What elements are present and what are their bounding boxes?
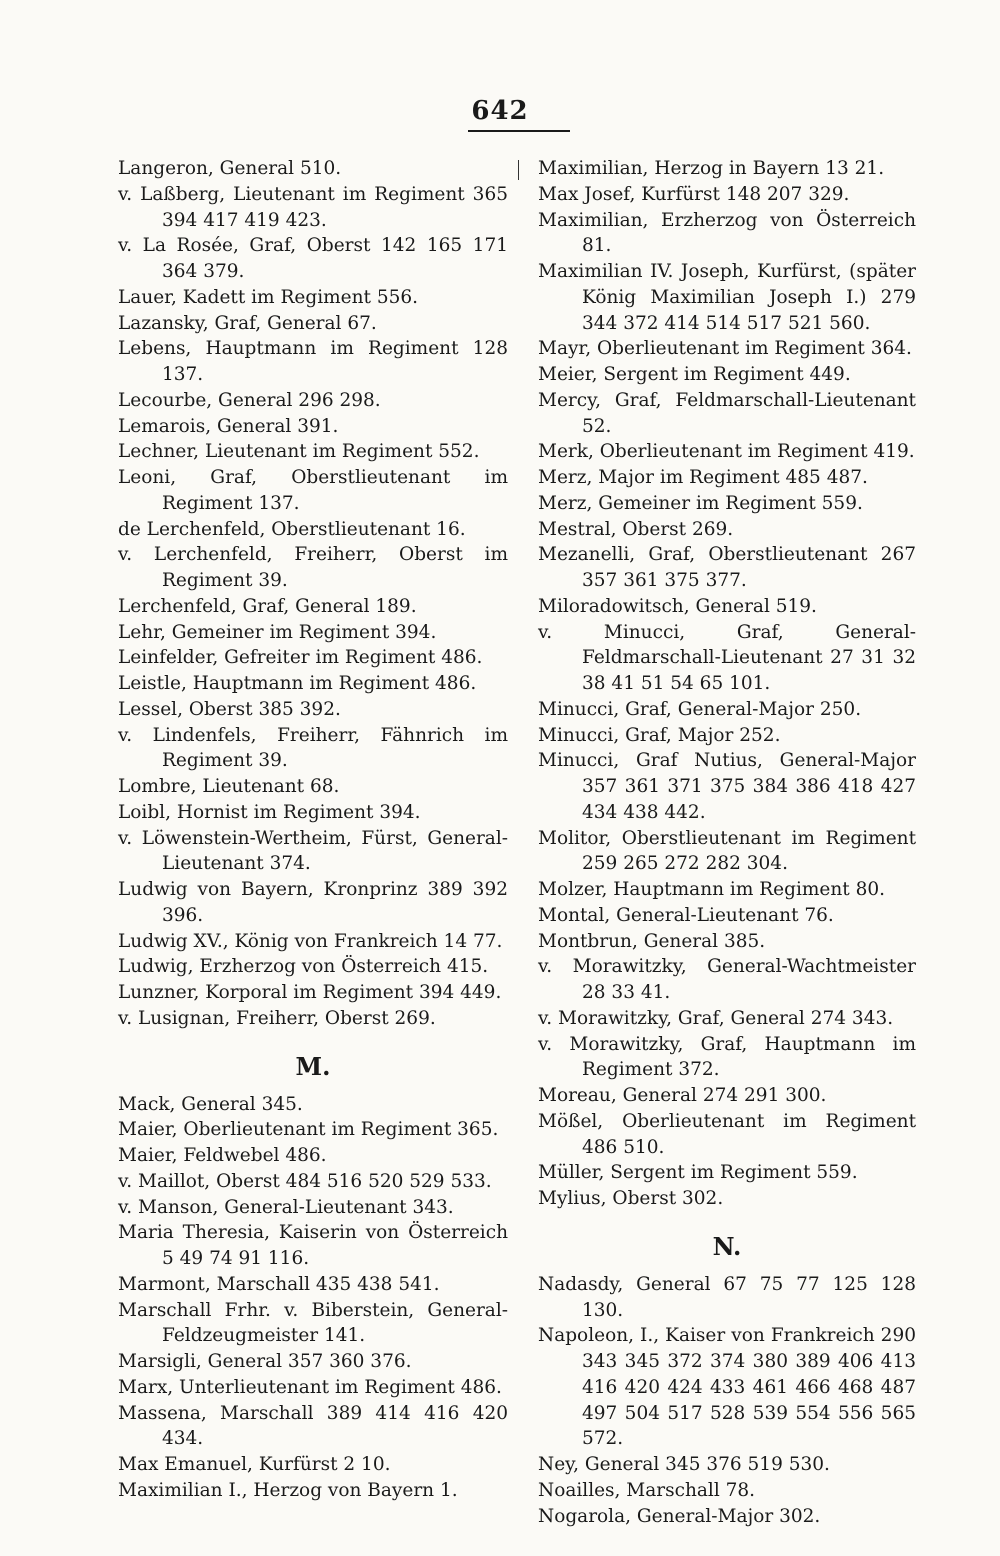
index-entry: Maximilian I., Herzog von Bayern 1. [118,1479,458,1501]
m-entries-right [538,156,916,1212]
index-entry: Mößel, Oberlieutenant im Regiment 486 510. [538,1110,916,1158]
index-entry: Moreau, General 274 291 300. [538,1085,827,1106]
index-entry: Lombre, Lieutenant 68. [118,776,340,797]
index-entry: Nadasdy, General 67 75 77 125 128 130. [538,1273,916,1321]
index-entry: Lazansky, Graf, General 67. [118,312,377,334]
index-entry: Miloradowitsch, General 519. [538,595,817,617]
index-entry: Max Josef, Kurfürst 148 207 329. [538,183,850,205]
index-entry: v. Morawitzky, Graf, General 274 343. [538,1007,894,1029]
index-entry: v. Laßberg, Lieutenant im Regiment 365 394 417 419 423. [118,183,508,231]
index-entry: Max Emanuel, Kurfürst 2 10. [118,1454,391,1475]
index-entry: v. Manson, General-Lieutenant 343. [118,1196,454,1218]
section-letter-m: M. [295,1051,331,1081]
section-letter-n: N. [712,1231,742,1261]
index-entry: Molzer, Hauptmann im Regiment 80. [538,879,886,900]
index-entry: Massena, Marschall 389 414 416 420 434. [118,1402,508,1450]
index-entry: Lauer, Kadett im Regiment 556. [118,286,419,308]
column-divider [518,160,519,180]
index-entry: v. La Rosée, Graf, Oberst 142 165 171 364 379. [118,235,508,282]
left-column [118,156,508,1504]
index-entry: Maximilian IV. Joseph, Kurfürst, (später König Maximilian Joseph I.) 279 344 372 414 514 517 521 560. [538,261,916,334]
index-entry: Lehr, Gemeiner im Regiment 394. [118,621,437,643]
index-entry: Minucci, Graf, General-Major 250. [538,698,862,720]
index-entry: Leoni, Graf, Oberstlieutenant im Regiment 137. [118,467,508,514]
index-entry: Ludwig XV., König von Frankreich 14 77. [118,930,503,952]
index-entry: Maximilian, Erzherzog von Österreich 81. [538,209,916,257]
index-entry: Ney, General 345 376 519 530. [538,1454,830,1475]
index-entry: Noailles, Marschall 78. [538,1479,756,1501]
index-entry: Minucci, Graf Nutius, General-Major 357 361 371 375 384 386 418 427 434 438 442. [538,750,916,823]
index-entry: Mack, General 345. [118,1093,303,1115]
index-entry: v. Lerchenfeld, Freiherr, Oberst im Regiment 39. [118,544,508,591]
index-entry: Molitor, Oberstlieutenant im Regiment 259 265 272 282 304. [538,827,916,875]
index-entry: Merk, Oberlieutenant im Regiment 419. [538,441,915,463]
index-entry: Lessel, Oberst 385 392. [118,698,341,720]
index-entry: v. Maillot, Oberst 484 516 520 529 533. [118,1170,492,1192]
index-entry: v. Löwenstein-Wertheim, Fürst, General-Lieutenant 374. [118,827,508,875]
index-entry: v. Morawitzky, General-Wachtmeister 28 33 41. [538,956,916,1003]
index-entry: Loibl, Hornist im Regiment 394. [118,801,421,823]
index-entry: Maximilian, Herzog in Bayern 13 21. [538,158,885,179]
index-entry: Mezanelli, Graf, Oberstlieutenant 267 357 361 375 377. [538,544,916,591]
index-entry: Meier, Sergent im Regiment 449. [538,364,851,385]
index-entry: Marx, Unterlieutenant im Regiment 486. [118,1376,502,1398]
index-entry: Marmont, Marschall 435 438 541. [118,1273,440,1295]
index-entry: Marschall Frhr. v. Biberstein, General-Feldzeugmeister 141. [118,1299,508,1347]
index-entry: Nogarola, General-Major 302. [538,1505,821,1527]
index-entry: Ludwig, Erzherzog von Österreich 415. [118,956,489,978]
index-entry: Napoleon, I., Kaiser von Frankreich 290 343 345 372 374 380 389 406 413 416 420 424 433 461 466 468 487 497 504 517 528 539 554 556 565 572. [538,1325,916,1450]
index-entry: Lecourbe, General 296 298. [118,389,381,411]
index-entry: Lemarois, General 391. [118,415,339,437]
index-entry: Marsigli, General 357 360 376. [118,1351,412,1372]
index-entry: Leistle, Hauptmann im Regiment 486. [118,673,477,694]
index-entry: Langeron, General 510. [118,158,342,179]
index-entry: v. Morawitzky, Graf, Hauptmann im Regiment 372. [538,1033,916,1081]
index-entry: Maier, Feldwebel 486. [118,1145,327,1166]
n-entries [538,1272,916,1530]
index-entry: Lerchenfeld, Graf, General 189. [118,595,417,617]
l-entries [118,156,508,1032]
index-entry: Mylius, Oberst 302. [538,1188,724,1209]
page-number-rule [468,130,570,132]
index-entry: Leinfelder, Gefreiter im Regiment 486. [118,647,483,669]
m-entries-left [118,1092,508,1504]
index-entry: Mercy, Graf, Feldmarschall-Lieutenant 52. [538,389,916,437]
index-entry: v. Minucci, Graf, General-Feldmarschall-Lieutenant 27 31 32 38 41 51 54 65 101. [538,621,916,694]
index-entry: Ludwig von Bayern, Kronprinz 389 392 396. [118,879,508,926]
index-entry: Müller, Sergent im Regiment 559. [538,1162,858,1184]
index-entry: Merz, Major im Regiment 485 487. [538,467,868,488]
index-entry: de Lerchenfeld, Oberstlieutenant 16. [118,518,466,540]
index-entry: Lechner, Lieutenant im Regiment 552. [118,441,480,463]
index-entry: Mayr, Oberlieutenant im Regiment 364. [538,338,912,360]
right-column [538,156,916,1529]
index-entry: v. Lusignan, Freiherr, Oberst 269. [118,1007,436,1029]
page-number: 642 [471,96,529,126]
index-entry: Montal, General-Lieutenant 76. [538,904,834,926]
index-entry: Merz, Gemeiner im Regiment 559. [538,492,863,514]
index-entry: Maier, Oberlieutenant im Regiment 365. [118,1119,499,1141]
index-entry: Lebens, Hauptmann im Regiment 128 137. [118,338,508,385]
index-entry: Minucci, Graf, Major 252. [538,724,781,746]
index-entry: Maria Theresia, Kaiserin von Österreich 5 49 74 91 116. [118,1222,508,1269]
index-entry: v. Lindenfels, Freiherr, Fähnrich im Regiment 39. [118,724,508,772]
index-entry: Mestral, Oberst 269. [538,518,734,540]
index-entry: Montbrun, General 385. [538,930,766,952]
index-entry: Lunzner, Korporal im Regiment 394 449. [118,982,502,1003]
